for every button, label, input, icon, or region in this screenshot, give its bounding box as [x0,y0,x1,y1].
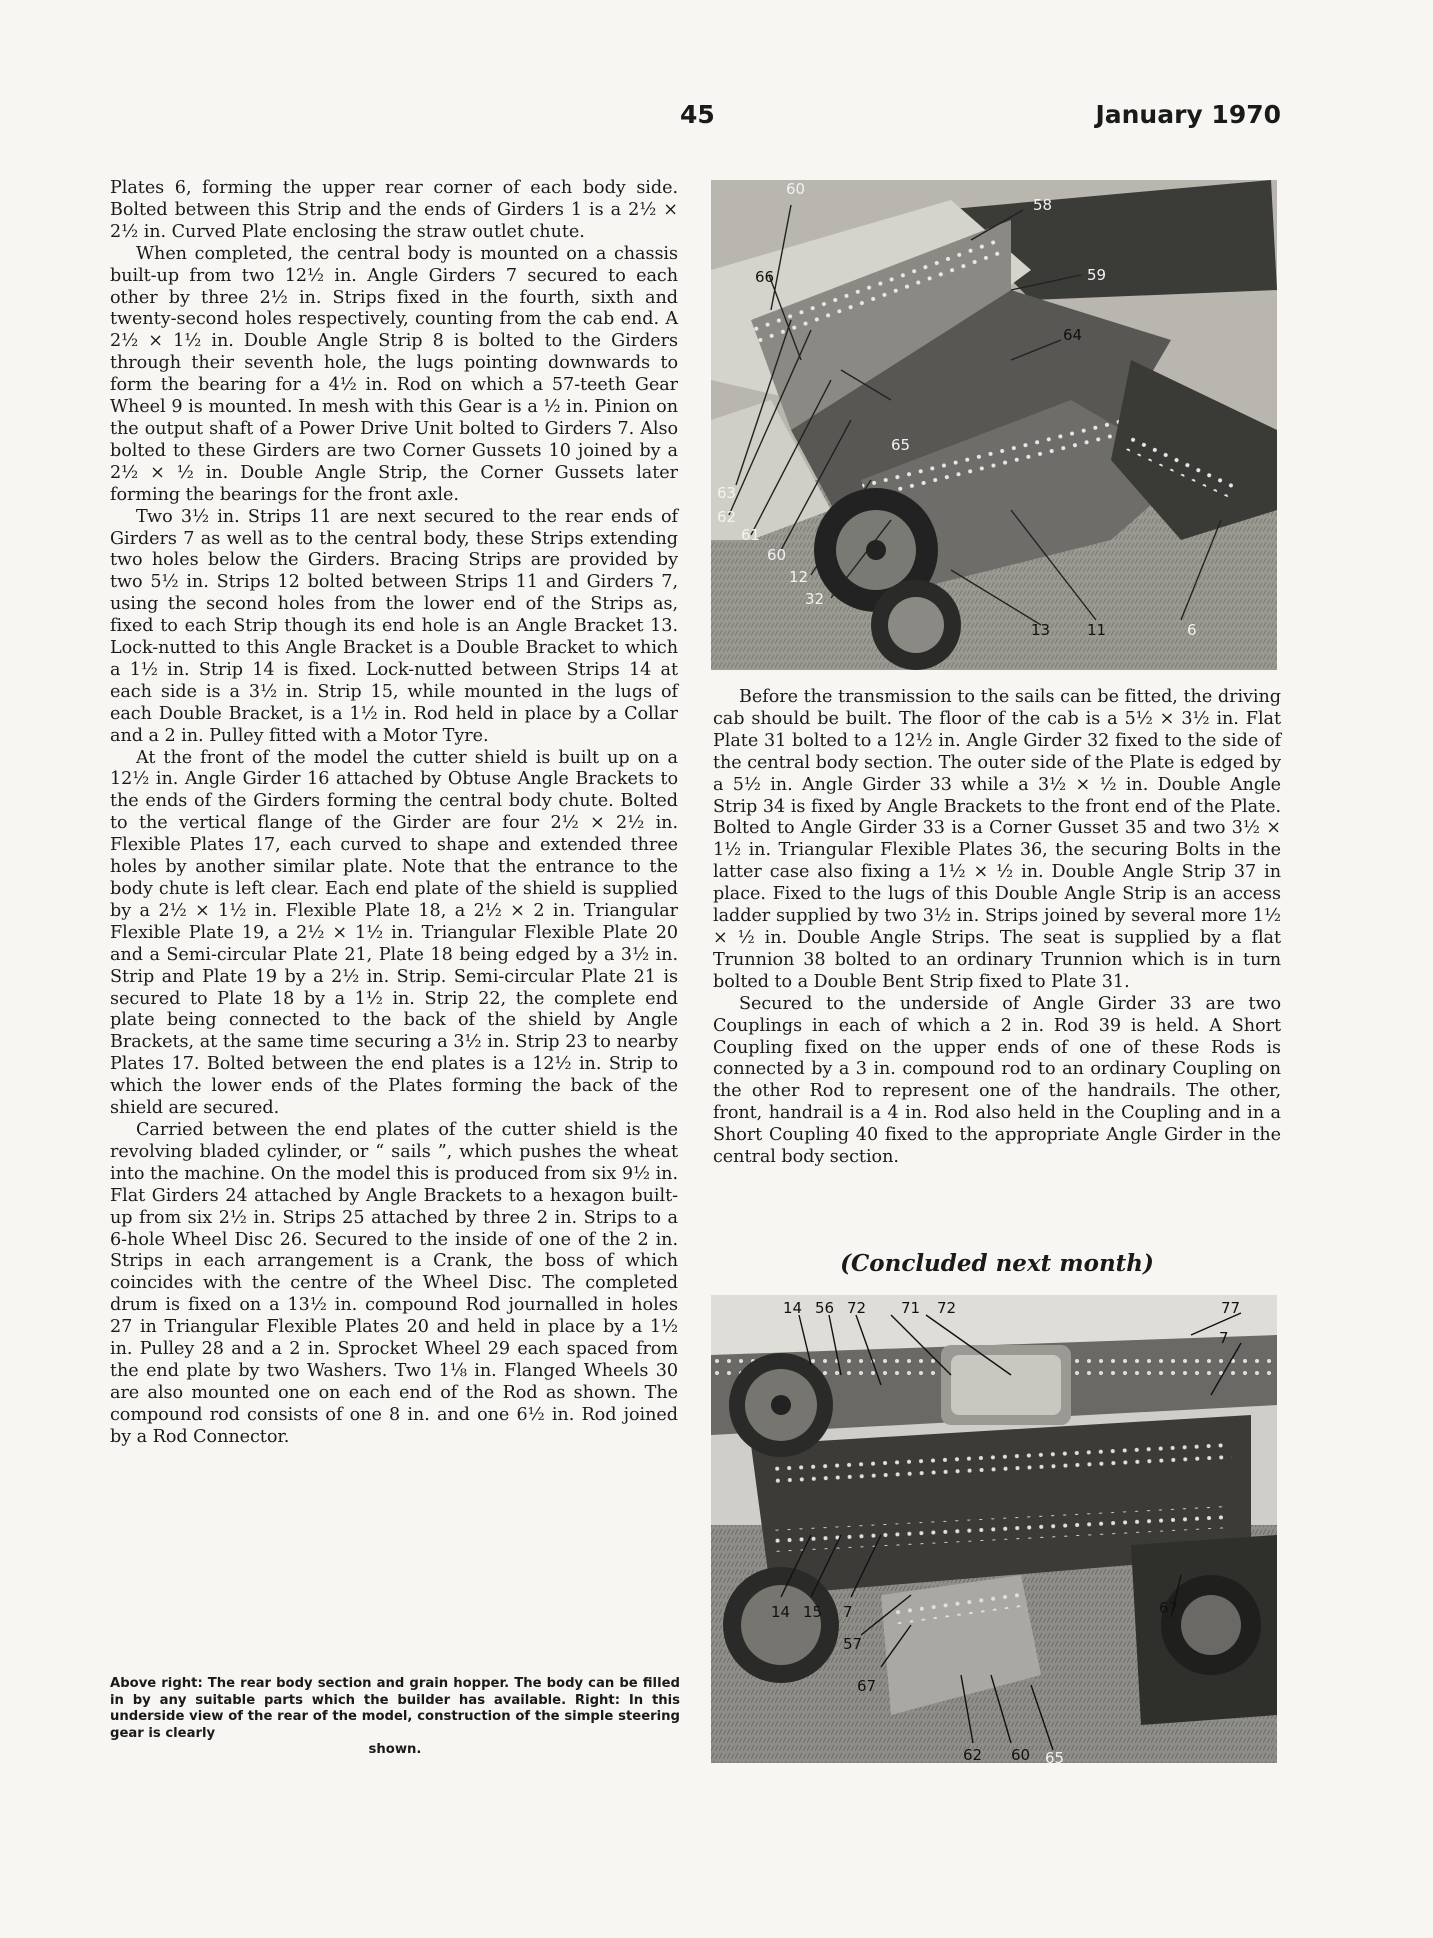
callout-label: 65 [891,436,911,454]
paragraph: Secured to the underside of Angle Girder 33 are two Couplings in each of which a 2 in. Rod 39 is held. A Short Coupling fixed on the upper ends of one of these Rods is connected by a 3 in. compound rod to an ordinary Coupling on the other Rod to represent one of the handrails. The other, front, handrail is a 4 in. Rod also held in the Coupling and in a Short Coupling 40 fixed to the appropriate Angle Girder in the central body section. [713,993,1281,1168]
callout-label: 12 [789,568,809,586]
caption-text-end: shown. [368,1742,422,1757]
callout-label: 15 [803,1603,823,1621]
paragraph: At the front of the model the cutter shield is built up on a 12½ in. Angle Girder 16 attached by Obtuse Angle Brackets to the ends of the Girders forming the central body chute. Bolted to the vertical flange of the Girder are four 2½ × 2½ in. Flexible Plates 17, each curved to shape and extended three holes by another similar plate. Note that the entrance to the body chute is left clear. Each end plate of the shield is supplied by a 2½ × 1½ in. Flexible Plate 18, a 2½ × 2 in. Triangular Flexible Plate 19, a 2½ × 1½ in. Triangular Flexible Plate 20 and a Semi-circular Plate 21, Plate 18 being edged by a 3½ in. Strip and Plate 19 by a 2½ in. Strip. Semi-circular Plate 21 is secured to Plate 18 by a 1½ in. Strip 22, the complete end plate being connected to the back of the shield by Angle Brackets, at the same time securing a 3½ in. Strip 23 to nearby Plates 17. Bolted between the end plates is a 12½ in. Strip to which the lower ends of the Plates forming the back of the shield are secured. [110,747,678,1119]
callout-label: 67 [1159,1599,1179,1617]
callout-label: 11 [1087,621,1107,639]
callout-label: 60 [786,180,806,198]
callout-label: 60 [767,546,787,564]
photo-rear-body-section [711,180,1277,670]
callout-label: 62 [717,508,737,526]
issue-date: January 1970 [1095,100,1281,129]
callout-label: 6 [1187,621,1197,639]
callout-label: 13 [1031,621,1051,639]
callout-label: 56 [815,1299,835,1317]
paragraph: Two 3½ in. Strips 11 are next secured to the rear ends of Girders 7 as well as to the central body, these Strips extending two holes below the Girders. Bracing Strips are provided by two 5½ in. Strips 12 bolted between Strips 11 and Girders 7, using the second holes from the lower end of the Strips as, fixed to each Strip though its end hole is an Angle Bracket 13. Lock-nutted to this Angle Bracket is a Double Bracket to which a 1½ in. Strip 14 is fixed. Lock-nutted between Strips 14 at each side is a 3½ in. Strip 15, while mounted in the lugs of each Double Bracket, is a 1½ in. Rod held in place by a Collar and a 2 in. Pulley fitted with a Motor Tyre. [110,506,678,746]
callout-label: 58 [1033,196,1053,214]
photo-underside-view [711,1295,1277,1763]
callout-label: 57 [843,1635,863,1653]
caption-text: Above right: The rear body section and grain hopper. The body can be filled in by any suitable parts which the builder has available. Right: In this underside view of the rear of the model, construction of the simple steering gear is clearly [110,1676,680,1741]
paragraph: Before the transmission to the sails can be fitted, the driving cab should be built. The floor of the cab is a 5½ × 3½ in. Flat Plate 31 bolted to a 12½ in. Angle Girder 32 fixed to the side of the central body section. The outer side of the Plate is edged by a 5½ in. Angle Girder 33 while a 3½ × ½ in. Double Angle Strip 34 is fixed by Angle Brackets to the front end of the Plate. Bolted to Angle Girder 33 is a Corner Gusset 35 and two 3½ × 1½ in. Triangular Flexible Plates 36, the securing Bolts in the latter case also fixing a 1½ × ½ in. Double Angle Strip 37 in place. Fixed to the lugs of this Double Angle Strip is an access ladder supplied by two 3½ in. Strips joined by several more 1½ × ½ in. Double Angle Strips. The seat is supplied by a flat Trunnion 38 bolted to an ordinary Trunnion which is in turn bolted to a Double Bent Strip fixed to Plate 31. [713,687,1281,992]
callout-label: 72 [847,1299,867,1317]
left-column [110,178,678,1449]
callout-label: 14 [783,1299,803,1317]
paragraph: Plates 6, forming the upper rear corner of each body side. Bolted between this Strip and the ends of Girders 1 is a 2½ × 2½ in. Curved Plate enclosing the straw outlet chute. [110,178,678,242]
paragraph: Carried between the end plates of the cutter shield is the revolving bladed cylinder, or “ sails ”, which pushes the wheat into the machine. On the model this is produced from six 9½ in. Flat Girders 24 attached by Angle Brackets to a hexagon built-up from six 2½ in. Strips 25 attached by three 2 in. Strips to a 6-hole Wheel Disc 26. Secured to the inside of one of the 2 in. Strips in each arrangement is a Crank, the boss of which coincides with the centre of the Wheel Disc. The completed drum is fixed on a 13½ in. compound Rod journalled in holes 27 in Triangular Flexible Plates 20 and held in place by a 1½ in. Pulley 28 and a 2 in. Sprocket Wheel 29 each spaced from the end plate by two Washers. Two 1⅛ in. Flanged Wheels 30 are also mounted one on each end of the Rod as shown. The compound rod consists of one 8 in. and one 6½ in. Rod joined by a Rod Connector. [110,1119,678,1447]
callout-label: 71 [901,1299,921,1317]
callout-label: 65 [1045,1749,1065,1763]
concluded-next-month: (Concluded next month) [840,1250,1154,1277]
callout-label: 67 [857,1677,877,1695]
callout-label: 32 [805,590,825,608]
callout-label: 63 [717,484,737,502]
right-column [713,687,1281,1169]
callout-label: 72 [937,1299,957,1317]
page-number: 45 [680,100,715,129]
callout-label: 59 [1087,266,1107,284]
callout-label: 61 [741,526,761,544]
callout-label: 14 [771,1603,791,1621]
callout-label: 77 [1221,1299,1241,1317]
callout-label: 64 [1063,326,1083,344]
callout-label: 62 [963,1746,983,1763]
paragraph: When completed, the central body is mounted on a chassis built-up from two 12½ in. Angle Girders 7 secured to each other by three 2½ in. Strips fixed in the fourth, sixth and twenty-second holes respectively, counting from the cab end. A 2½ × 1½ in. Double Angle Strip 8 is bolted to the Girders through their seventh hole, the lugs pointing downwards to form the bearing for a 4½ in. Rod on which a 57-teeth Gear Wheel 9 is mounted. In mesh with this Gear is a ½ in. Pinion on the output shaft of a Power Drive Unit bolted to Girders 7. Also bolted to these Girders are two Corner Gussets 10 joined by a 2½ × ½ in. Double Angle Strip, the Corner Gussets later forming the bearings for the front axle. [110,243,678,505]
callout-label: 7 [843,1603,853,1621]
callout-label: 66 [755,268,775,286]
callout-label: 7 [1219,1329,1229,1347]
figure-caption [110,1676,680,1759]
callout-label: 60 [1011,1746,1031,1763]
